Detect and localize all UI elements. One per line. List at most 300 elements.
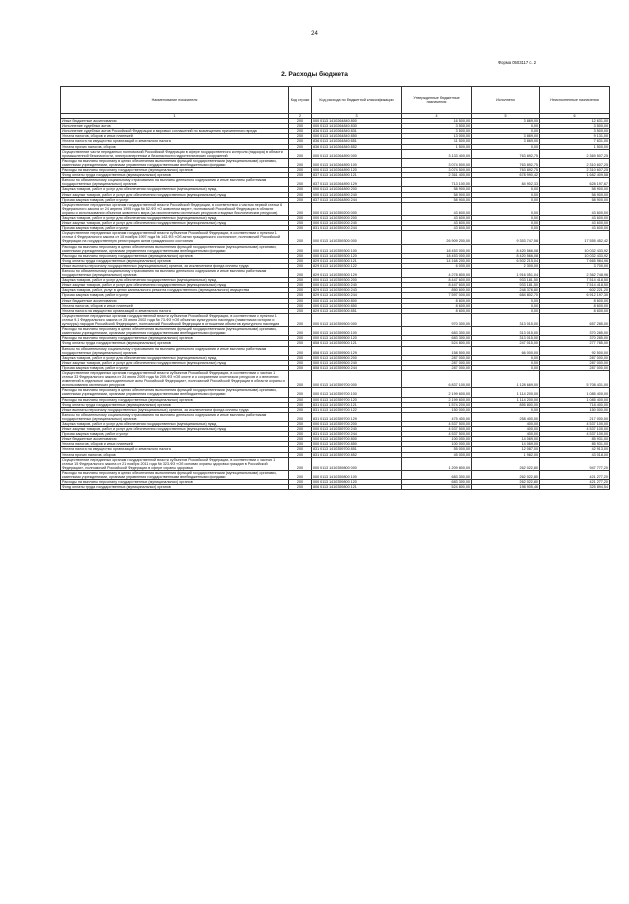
row-budget-code: 836 0113 1410264840 851 [312,139,402,144]
row-budget-code: 829 0113 1410359300 129 [312,269,402,278]
row-line-code: 200 [289,244,312,253]
row-budget-code: 831 0113 1410359700 852 [312,452,402,457]
row-executed-amount: 684 802,70 [472,293,540,298]
row-approved-amount: 43 600,00 [402,221,472,226]
row-name: Уплата налогов, сборов и иных платежей [61,134,289,139]
row-unexecuted-amount: 8 600,00 [540,298,610,303]
row-approved-amount: 287 000,00 [402,365,472,370]
row-name: Осуществление переданных органам государственной власти субъектов Российской Федерации, в соответствии с частью 1 статьи 15 Федерального закона от 21 ноября 2011 года № 323-ФЗ «Об основах охраны здоровья граждан в Российской Федерации», полномочий Российской Федерации в сфере охраны здоровья [61,457,289,470]
row-name: Исполнение судебных актов [61,124,289,129]
row-approved-amount: 2 199 600,00 [402,388,472,397]
row-budget-code: 000 0113 1410359500 120 [312,336,402,341]
row-executed-amount: 9 353 747,58 [472,231,540,244]
row-unexecuted-amount: 2 362 748,96 [540,269,610,278]
row-approved-amount: 8 600,00 [402,303,472,308]
row-approved-amount: 970 300,00 [402,313,472,326]
row-executed-amount: 313 015,00 [472,327,540,336]
row-executed-amount: 3 869,00 [472,134,540,139]
row-name: Иные выплаты персоналу государственных (муниципальных) органов, за исключением фонда оплаты труда [61,263,289,268]
row-line-code: 200 [289,288,312,293]
table-row [61,168,610,173]
row-approved-amount: 26 909 200,00 [402,231,472,244]
row-name: Расходы на выплаты персоналу государственных (муниципальных) органов [61,336,289,341]
row-unexecuted-amount: 421 277,20 [540,470,610,479]
row-budget-code: 000 0113 1410359700 800 [312,437,402,442]
row-executed-amount: 3 869,00 [472,139,540,144]
row-name: Осуществление переданных органам государственной власти субъектов Российской Федерации, в соответствии с частью 1 статьи 33 Федерального закона от 24 июля 2009 года № 209-ФЗ «Об охоте и о сохранении охотничьих ресурсов и о внесении изменений в отдельные законодательные акты Российской Федерации», полномочий Российской Федерации в области охраны и использования охотничьих ресурсов [61,370,289,387]
row-executed-amount: 3 869,00 [472,119,540,124]
row-unexecuted-amount: 8 600,00 [540,308,610,313]
table-body [61,119,610,490]
row-executed-amount: 1 114 200,00 [472,388,540,397]
row-line-code: 200 [289,168,312,173]
row-unexecuted-amount: 325 894,54 [540,485,610,490]
table-row [61,313,610,326]
row-budget-code: 000 0113 1410359800 100 [312,470,402,479]
row-budget-code: 000 0113 1410359700 200 [312,422,402,427]
row-budget-code: 836 0113 1410264840 852 [312,144,402,149]
table-row [61,402,610,407]
row-executed-amount: 400,00 [472,432,540,437]
row-unexecuted-amount: 10 032 433,92 [540,253,610,258]
row-line-code: 200 [289,215,312,220]
row-line-code: 200 [289,457,312,470]
row-line-code: 200 [289,298,312,303]
row-unexecuted-amount: 85 931,00 [540,442,610,447]
row-line-code: 200 [289,402,312,407]
row-budget-code: 000 0113 1410359300 240 [312,283,402,288]
row-line-code: 200 [289,129,312,134]
table-row [61,470,610,479]
row-approved-amount: 16 500,00 [402,119,472,124]
row-executed-amount: 262 022,80 [472,457,540,470]
row-budget-code: 000 0113 1410359300 100 [312,244,402,253]
row-executed-amount: 400,00 [472,422,540,427]
row-line-code: 200 [289,447,312,452]
row-line-code: 200 [289,202,312,215]
row-approved-amount: 45 000,00 [402,452,472,457]
row-budget-code: 000 0113 1410359300 120 [312,253,402,258]
row-budget-code: 000 0113 1410359500 100 [312,327,402,336]
row-executed-amount: 262 022,80 [472,480,540,485]
row-executed-amount: 678 990,42 [472,173,540,178]
row-unexecuted-amount: 58 900,00 [540,197,610,202]
table-row [61,422,610,427]
header-unexecuted-appropriations: Неисполненные назначения [540,87,610,114]
row-executed-amount: 1 982,00 [472,452,540,457]
row-name: Фонд оплаты труда государственных (муниципальных) органов [61,341,289,346]
table-row [61,447,610,452]
row-approved-amount: 4 278 800,00 [402,269,472,278]
row-approved-amount: 2 361 400,00 [402,173,472,178]
row-approved-amount: 1 209 800,00 [402,457,472,470]
row-budget-code: 000 0113 1410359300 200 [312,278,402,283]
row-line-code: 200 [289,226,312,231]
row-executed-amount: 198 905,46 [472,485,540,490]
row-budget-code: 000 0113 1410359500 000 [312,313,402,326]
row-unexecuted-amount: 42 913,00 [540,447,610,452]
row-budget-code: 000 0113 1410359700 000 [312,370,402,387]
row-name: Расходы на выплаты персоналу государственных (муниципальных) органов [61,397,289,402]
row-approved-amount: 287 000,00 [402,360,472,365]
row-unexecuted-amount: 43 600,00 [540,221,610,226]
row-line-code: 200 [289,178,312,187]
row-line-code: 200 [289,341,312,346]
table-row [61,202,610,215]
header-budget-classification-code: Код расхода по бюджетной классификации [312,87,402,114]
row-executed-amount: 0,00 [472,124,540,129]
row-line-code: 200 [289,221,312,226]
row-approved-amount: 683 300,00 [402,480,472,485]
row-approved-amount: 7 597 000,00 [402,293,472,298]
row-unexecuted-amount: 7 665 984,96 [540,258,610,263]
row-executed-amount: 247 015,00 [472,341,540,346]
row-executed-amount: 0,00 [472,202,540,215]
row-budget-code: 000 0113 1410264890 240 [312,192,402,197]
row-name: Расходы на выплаты персоналу в целях обеспечения выполнения функций государственными (муниципальными) органами, казенными учреждениями, органами управления государственными внебюджетными фондами [61,388,289,397]
row-executed-amount: 0,00 [472,298,540,303]
row-line-code: 200 [289,308,312,313]
row-executed-amount: 0,00 [472,308,540,313]
row-name: Уплата налога на имущество организаций и земельного налога [61,308,289,313]
row-unexecuted-amount: 92 500,00 [540,346,610,355]
row-name: Уплата прочих налогов, сборов [61,144,289,149]
table-row [61,278,610,283]
row-name: Взносы по обязательному социальному страхованию на выплаты денежного содержания и иные выплаты работникам государственных (муниципальных) органов [61,178,289,187]
row-approved-amount: 850 600,00 [402,288,472,293]
row-unexecuted-amount: 421 277,20 [540,480,610,485]
row-approved-amount: 2 199 600,00 [402,397,472,402]
table-row [61,336,610,341]
table-row [61,178,610,187]
row-line-code: 200 [289,119,312,124]
row-executed-amount: 763 892,75 [472,158,540,167]
table-row [61,253,610,258]
row-unexecuted-amount: 370 285,00 [540,336,610,341]
row-budget-code: 000 0113 1410264890 120 [312,168,402,173]
row-approved-amount: 14 168 200,00 [402,258,472,263]
row-approved-amount: 3 500,00 [402,124,472,129]
row-unexecuted-amount: 58 900,00 [540,192,610,197]
row-name: Уплата налога на имущество организаций и земельного налога [61,447,289,452]
table-row [61,283,610,288]
table-row [61,173,610,178]
row-executed-amount: 0,00 [472,365,540,370]
row-line-code: 200 [289,258,312,263]
row-executed-amount: 933 181,50 [472,283,540,288]
row-approved-amount: 11 500,00 [402,139,472,144]
row-name: Исполнение судебных актов Российской Федерации и мировых соглашений по возмещению причиненного вреда [61,129,289,134]
row-name: Взносы по обязательному социальному страхованию на выплаты денежного содержания и иные выплаты работникам государственных (муниципальных) органов [61,269,289,278]
row-name: Иные закупки товаров, работ и услуг для обеспечения государственных (муниципальных) нужд [61,221,289,226]
row-name: Закупка товаров, работ и услуг для обеспечения государственных (муниципальных) нужд [61,215,289,220]
table-row [61,457,610,470]
table-row [61,341,610,346]
row-executed-amount: 2 300,00 [472,263,540,268]
row-executed-amount: 248 378,80 [472,288,540,293]
column-number: 5 [472,114,540,119]
row-unexecuted-amount: 4 537 100,00 [540,432,610,437]
row-unexecuted-amount: 370 285,00 [540,327,610,336]
row-unexecuted-amount: 657 285,00 [540,313,610,326]
row-budget-code: 000 0113 1410359300 800 [312,298,402,303]
row-name: Иные закупки товаров, работ и услуг для обеспечения государственных (муниципальных) нужд [61,427,289,432]
row-line-code: 200 [289,355,312,360]
row-approved-amount: 4 537 500,00 [402,427,472,432]
form-code: Форма 0503117 с. 2 [498,60,537,65]
table-row [61,149,610,158]
row-approved-amount: 43 600,00 [402,215,472,220]
row-line-code: 200 [289,397,312,402]
row-executed-amount: 262 022,80 [472,470,540,479]
row-unexecuted-amount: 7 631,00 [540,139,610,144]
row-executed-amount: 855 800,00 [472,402,540,407]
row-approved-amount: 158 500,00 [402,346,472,355]
table-row [61,244,610,253]
row-unexecuted-amount: 1 682 409,58 [540,173,610,178]
row-approved-amount: 58 900,00 [402,197,472,202]
table-header-row [61,87,610,114]
row-line-code: 200 [289,346,312,355]
row-unexecuted-amount: 1 085 400,00 [540,397,610,402]
row-name: Уплата налога на имущество организаций и земельного налога [61,139,289,144]
table-row [61,269,610,278]
row-budget-code: 000 0113 1410264890 100 [312,158,402,167]
row-unexecuted-amount: 5 708 431,00 [540,370,610,387]
column-number: 4 [402,114,472,119]
row-unexecuted-amount: 7 514 418,50 [540,278,610,283]
row-name: Иные выплаты персоналу государственных (муниципальных) органов, за исключением фонда оплаты труда [61,407,289,412]
table-row [61,158,610,167]
row-line-code: 200 [289,370,312,387]
column-number: 1 [61,114,289,119]
row-unexecuted-amount: 43 600,00 [540,215,610,220]
section-title: 2. Расходы бюджета [281,71,348,78]
row-executed-amount: 0,00 [472,407,540,412]
table-row [61,427,610,432]
row-budget-code: 831 0113 1410359700 122 [312,407,402,412]
row-budget-code: 831 0113 1410359700 121 [312,402,402,407]
row-name: Закупка товаров, работ и услуг для обеспечения государственных (муниципальных) нужд [61,187,289,192]
row-executed-amount: 0,00 [472,226,540,231]
row-name: Иные закупки товаров, работ и услуг для обеспечения государственных (муниципальных) нужд [61,283,289,288]
row-approved-amount: 6 837 100,00 [402,370,472,387]
row-name: Расходы на выплаты персоналу в целях обеспечения выполнения функций государственными (муниципальными) органами, казенными учреждениями, органами управления государственными внебюджетными фондами [61,158,289,167]
row-unexecuted-amount: 287 000,00 [540,365,610,370]
row-line-code: 200 [289,412,312,421]
row-name: Иные бюджетные ассигнования [61,119,289,124]
row-approved-amount: 150 000,00 [402,407,472,412]
row-name: Расходы на выплаты персоналу в целях обеспечения выполнения функций государственными (муниципальными) органами, казенными учреждениями, органами управления государственными внебюджетными фондами [61,470,289,479]
row-unexecuted-amount: 287 000,00 [540,355,610,360]
row-approved-amount: 58 900,00 [402,192,472,197]
table-row [61,231,610,244]
row-executed-amount: 0,00 [472,221,540,226]
row-executed-amount: 313 015,00 [472,313,540,326]
row-name: Иные закупки товаров, работ и услуг для обеспечения государственных (муниципальных) нужд [61,192,289,197]
row-budget-code: 000 0113 1410264840 830 [312,124,402,129]
row-approved-amount: 8 600,00 [402,298,472,303]
row-line-code: 200 [289,173,312,178]
row-budget-code: 000 0113 1410359800 000 [312,457,402,470]
row-budget-code: 000 0113 1410264840 850 [312,134,402,139]
row-executed-amount: 313 015,00 [472,336,540,341]
row-budget-code: 829 0113 1410359300 244 [312,293,402,298]
row-line-code: 200 [289,263,312,268]
row-unexecuted-amount: 2 369 507,25 [540,149,610,158]
row-budget-code: 000 0113 1410359300 000 [312,231,402,244]
header-approved-appropriations: Утвержденные бюджетные назначения [402,87,472,114]
row-name: Фонд оплаты труда государственных (муниципальных) органов [61,402,289,407]
row-unexecuted-amount: 718 400,00 [540,402,610,407]
row-name: Уплата налогов, сборов и иных платежей [61,442,289,447]
row-name: Осуществление переданных органам государственной власти субъектов Российской Федерации, в соответствии с пунктом 1 статьи 9.1 Федерального закона от 25 июня 2002 года № 73-ФЗ «Об объектах культурного наследия (памятниках истории и культуры) народов Российской Федерации», полномочий Российской Федерации в отношении объектов культурного наследия [61,313,289,326]
column-number: 3 [312,114,402,119]
row-unexecuted-amount: 1 500,00 [540,144,610,149]
row-approved-amount: 1 574 200,00 [402,402,472,407]
row-executed-amount: 8 420 566,08 [472,244,540,253]
row-line-code: 200 [289,437,312,442]
row-approved-amount: 683 300,00 [402,336,472,341]
row-budget-code: 000 0113 1410359800 120 [312,480,402,485]
row-approved-amount: 475 400,00 [402,412,472,421]
row-name: Уплата прочих налогов, сборов [61,452,289,457]
row-executed-amount: 6 502 215,04 [472,258,540,263]
row-approved-amount: 6 000,00 [402,263,472,268]
row-budget-code: 000 0113 1410359300 850 [312,303,402,308]
row-budget-code: 858 0113 1410359500 121 [312,341,402,346]
row-line-code: 200 [289,365,312,370]
row-line-code: 200 [289,388,312,397]
row-executed-amount: 8 420 566,08 [472,253,540,258]
row-budget-code: 831 0113 1410359700 129 [312,412,402,421]
table-row [61,485,610,490]
row-approved-amount: 8 447 600,00 [402,283,472,288]
row-unexecuted-amount: 7 514 418,50 [540,283,610,288]
row-name: Прочая закупка товаров, работ и услуг [61,197,289,202]
row-line-code: 200 [289,293,312,298]
row-unexecuted-amount: 43 600,00 [540,226,610,231]
row-unexecuted-amount: 85 931,00 [540,437,610,442]
row-line-code: 200 [289,187,312,192]
page-number: 24 [311,31,318,37]
row-name: Фонд оплаты труда государственных (муниципальных) органов [61,485,289,490]
row-line-code: 200 [289,158,312,167]
column-number: 2 [289,114,312,119]
row-line-code: 200 [289,407,312,412]
row-budget-code: 000 0113 1410359700 240 [312,427,402,432]
table-row [61,412,610,421]
row-name: Фонд оплаты труда государственных (муниципальных) органов [61,173,289,178]
row-name: Фонд оплаты труда государственных (муниципальных) органов [61,258,289,263]
row-name: Закупка товаров, работ, услуг в целях капитального ремонта государственного (муниципального) имущества [61,288,289,293]
row-approved-amount: 524 800,00 [402,485,472,490]
row-name: Прочая закупка товаров, работ и услуг [61,293,289,298]
row-unexecuted-amount: 3 700,00 [540,263,610,268]
row-line-code: 200 [289,427,312,432]
row-budget-code: 837 0113 1410264890 121 [312,173,402,178]
row-unexecuted-amount: 277 785,00 [540,341,610,346]
row-line-code: 200 [289,192,312,197]
row-unexecuted-amount: 287 000,00 [540,360,610,365]
row-executed-amount: 933 181,50 [472,278,540,283]
row-budget-code: 000 0113 1410359200 240 [312,221,402,226]
row-budget-code: 000 0113 1410264890 000 [312,149,402,158]
row-name: Иные бюджетные ассигнования [61,437,289,442]
row-approved-amount: 3 133 400,00 [402,149,472,158]
row-unexecuted-amount: 2 310 607,25 [540,158,610,167]
row-executed-amount: 84 902,33 [472,178,540,187]
row-budget-code: 858 0113 1410359500 129 [312,346,402,355]
row-name: Иные бюджетные ассигнования [61,298,289,303]
row-line-code: 200 [289,432,312,437]
table-row [61,139,610,144]
row-name: Уплата налогов, сборов и иных платежей [61,303,289,308]
row-approved-amount: 18 453 000,00 [402,244,472,253]
header-line-code: Код строки [289,87,312,114]
row-executed-amount: 763 892,75 [472,168,540,173]
row-line-code: 200 [289,442,312,447]
row-approved-amount: 18 453 000,00 [402,253,472,258]
row-budget-code: 831 0113 1410359700 851 [312,447,402,452]
row-line-code: 200 [289,278,312,283]
row-unexecuted-amount: 947 777,20 [540,457,610,470]
row-budget-code: 829 0113 1410359300 243 [312,288,402,293]
row-budget-code: 836 0113 1410264840 831 [312,129,402,134]
row-unexecuted-amount: 602 221,20 [540,288,610,293]
row-executed-amount: 0,00 [472,197,540,202]
row-unexecuted-amount: 2 310 607,25 [540,168,610,173]
row-unexecuted-amount: 4 537 100,00 [540,422,610,427]
header-indicator-name: Наименование показателя [61,87,289,114]
row-budget-code: 000 0113 1410264890 200 [312,187,402,192]
table-row [61,327,610,336]
row-unexecuted-amount: 6 912 197,30 [540,293,610,298]
row-approved-amount: 287 000,00 [402,355,472,360]
row-line-code: 200 [289,253,312,258]
row-approved-amount: 3 500,00 [402,129,472,134]
row-executed-amount: 0,00 [472,355,540,360]
row-budget-code: 000 0113 1410359500 240 [312,360,402,365]
row-executed-amount: 400,00 [472,427,540,432]
row-line-code: 200 [289,485,312,490]
row-budget-code: 829 0113 1410359300 122 [312,263,402,268]
row-unexecuted-amount: 217 000,00 [540,412,610,421]
row-budget-code: 829 0113 1410359300 851 [312,308,402,313]
row-line-code: 200 [289,269,312,278]
row-approved-amount: 8 600,00 [402,308,472,313]
row-executed-amount: 0,00 [472,192,540,197]
row-name: Расходы на выплаты персоналу государственных (муниципальных) органов [61,168,289,173]
row-name: Расходы на выплаты персоналу государственных (муниципальных) органов [61,253,289,258]
row-approved-amount: 43 600,00 [402,202,472,215]
row-name: Взносы по обязательному социальному страхованию на выплаты денежного содержания и иные выплаты работникам государственных (муниципальных) органов [61,346,289,355]
row-line-code: 200 [289,327,312,336]
column-number: 6 [540,114,610,119]
row-approved-amount: 55 000,00 [402,447,472,452]
expenses-table [60,86,610,490]
row-executed-amount: 12 087,00 [472,447,540,452]
row-executed-amount: 763 892,75 [472,149,540,158]
row-line-code: 200 [289,144,312,149]
row-name: Прочая закупка товаров, работ и услуг [61,365,289,370]
row-unexecuted-amount: 12 631,00 [540,119,610,124]
row-name: Иные закупки товаров, работ и услуг для обеспечения государственных (муниципальных) нужд [61,360,289,365]
row-executed-amount: 1 114 200,00 [472,397,540,402]
row-line-code: 200 [289,360,312,365]
row-name: Осуществление переданных органам государственной власти субъектов Российской Федерации, в соответствии с пунктом 1 статьи 4 Федерального закона от 15 ноября 1997 года № 143-ФЗ «Об актах гражданского состояния», полномочий Российской Федерации на государственную регистрацию актов гражданского состояния [61,231,289,244]
row-line-code: 200 [289,336,312,341]
